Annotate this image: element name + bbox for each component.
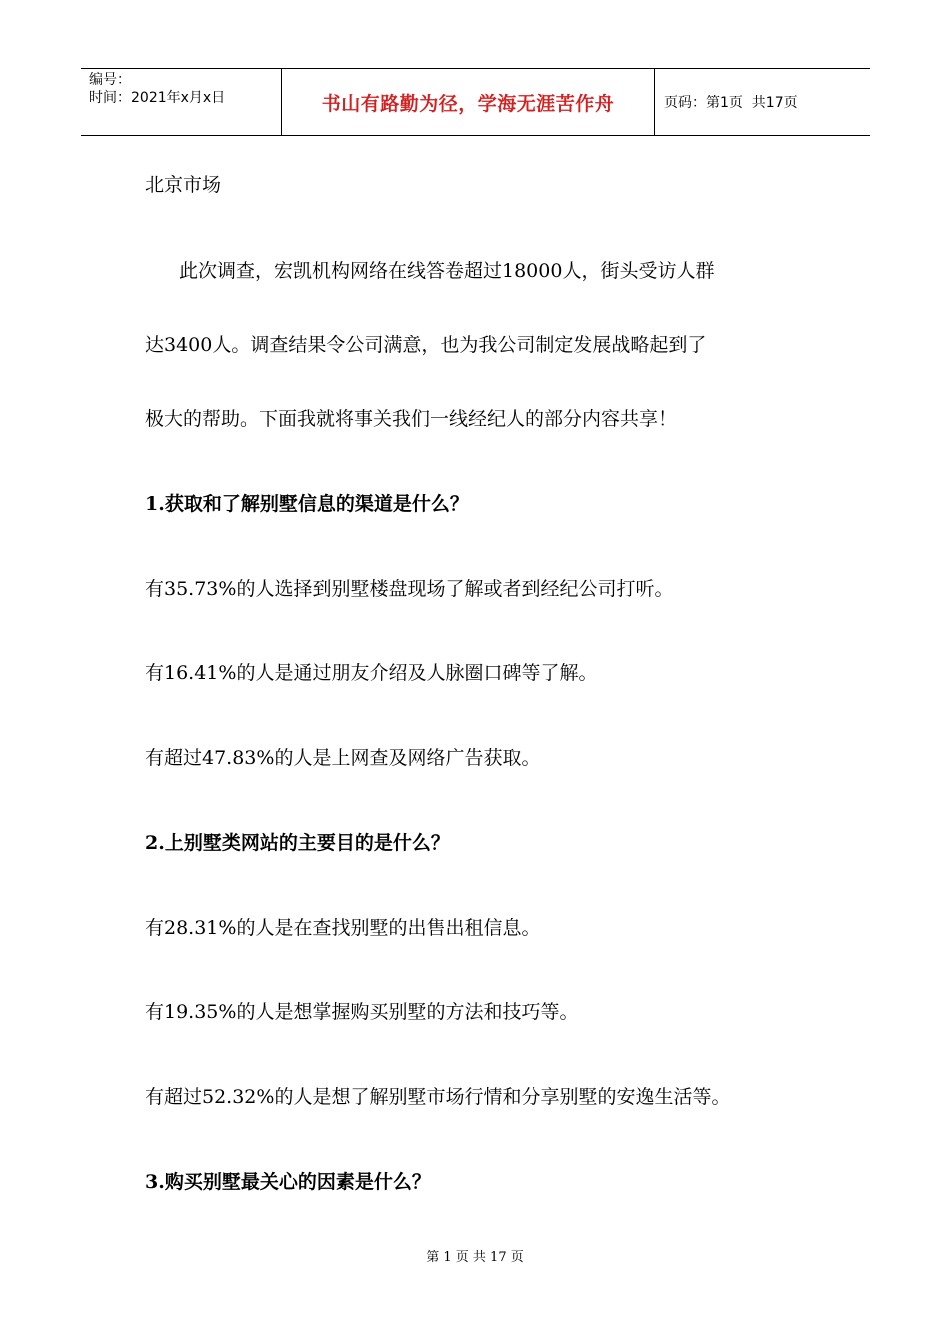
section-2-answer-2: 有19.35%的人是想掌握购买别墅的方法和技巧等。 xyxy=(145,1001,579,1023)
section-1-answer-1: 有35.73%的人选择到别墅楼盘现场了解或者到经纪公司打听。 xyxy=(145,578,674,600)
section-2-answer-3: 有超过52.32%的人是想了解别墅市场行情和分享别墅的安逸生活等。 xyxy=(145,1086,731,1108)
header-page-info-cell xyxy=(655,69,870,135)
section-1-answer-2: 有16.41%的人是通过朋友介绍及人脉圈口碑等了解。 xyxy=(145,662,598,684)
page-footer: 第 1 页 共 17 页 xyxy=(426,1250,524,1265)
section-question-2: 2.上别墅类网站的主要目的是什么？ xyxy=(145,832,450,854)
header-meta-cell xyxy=(81,69,282,135)
document-header xyxy=(81,68,870,136)
header-page-info: 页码：第1页 共17页 xyxy=(664,95,798,111)
document-date-label: 时间：2021年x月x日 xyxy=(89,90,226,106)
section-question-3: 3.购买别墅最关心的因素是什么？ xyxy=(145,1171,431,1193)
section-question-1: 1.获取和了解别墅信息的渠道是什么？ xyxy=(145,493,469,515)
intro-line-3: 极大的帮助。下面我就将事关我们一线经纪人的部分内容共享！ xyxy=(145,408,678,430)
section-1-answer-3: 有超过47.83%的人是上网查及网络广告获取。 xyxy=(145,747,541,769)
document-title: 北京市场 xyxy=(145,174,222,196)
document-number-label: 编号： xyxy=(89,72,131,88)
section-2-answer-1: 有28.31%的人是在查找别墅的出售出租信息。 xyxy=(145,917,541,939)
intro-line-2: 达3400人。调查结果令公司满意，也为我公司制定发展战略起到了 xyxy=(145,334,707,356)
header-motto: 书山有路勤为径，学海无涯苦作舟 xyxy=(282,69,655,135)
intro-line-1: 此次调查，宏凯机构网络在线答卷超过18000人，街头受访人群 xyxy=(179,260,715,282)
